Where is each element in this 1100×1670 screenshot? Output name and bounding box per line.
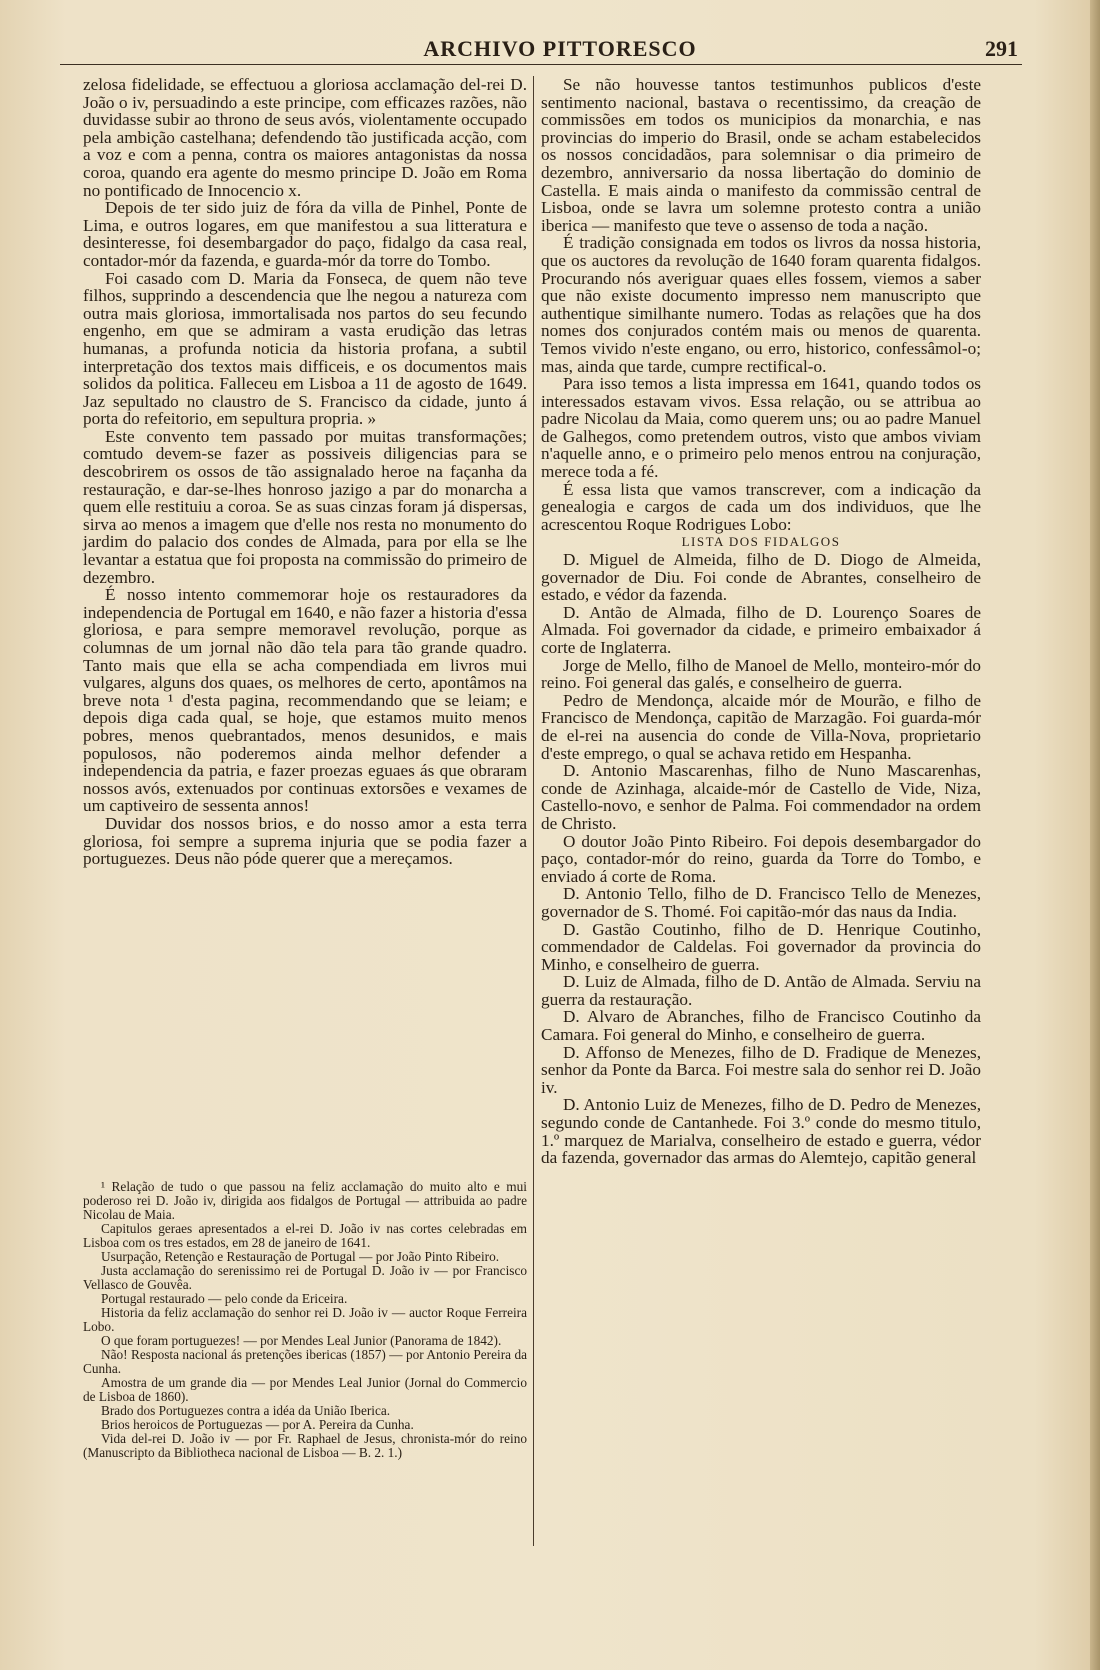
left-paragraph: Duvidar dos nossos brios, e do nosso amor a esta terra gloriosa, foi sempre a suprema injuria que se podia fazer a portuguezes. Deus não póde querer que a mereçamos. <box>83 813 527 869</box>
list-item: O doutor João Pinto Ribeiro. Foi depois desembargador do paço, contador-mór do reino, guarda da Torre do Tombo, e enviado á corte de Roma. <box>541 831 981 886</box>
footnote: Brado dos Portuguezes contra a idéa da União Iberica. <box>101 1403 391 1418</box>
footnote: Vida del-rei D. João iv — por Fr. Raphael de Jesus, chronista-mór do reino (Manuscripto da Bibliotheca nacional de Lisboa — B. 2. 1.) <box>83 1431 527 1460</box>
right-paragraph: É essa lista que vamos transcrever, com a indicação da genealogia e cargos de cada um dos individuos, que lhe acrescentou Roque Rodrigues Lobo: <box>541 479 981 534</box>
list-item: D. Alvaro de Abranches, filho de Francisco Coutinho da Camara. Foi general do Minho, e conselheiro de guerra. <box>541 1007 981 1045</box>
right-paragraph: Se não houvesse tantos testimunhos publicos d'este sentimento nacional, bastava o recentissimo, da creação de commissões em todos os municipios da monarchia, e nas provincias do imperio do Brasil, onde se acham estabelecidos os nossos concidadãos, para solemnisar o dia primeiro de dezembro, anniversario da nossa libertação do dominio de Castella. E mais ainda o manifesto da commissão central de Lisboa, onde se lavra um solemne protesto contra a união iberica — manifesto que teve o assenso de toda a nação. <box>541 75 981 235</box>
page-number: 291 <box>985 36 1018 61</box>
footnote: Brios heroicos de Portuguezas — por A. Pereira da Cunha. <box>101 1417 414 1432</box>
page-header <box>0 30 1100 66</box>
footnote: Portugal restaurado — pelo conde da Ericeira. <box>101 1291 348 1306</box>
list-item: Pedro de Mendonça, alcaide mór de Mourão, e filho de Francisco de Mendonça, capitão de Marzagão. Foi guarda-mór de el-rei na ausencia do conde de Villa-Nova, proprietario d'este emprego, o qual se achava retido em Hespanha. <box>541 690 981 763</box>
column-divider <box>533 76 534 1546</box>
footnote: Historia da feliz acclamação do senhor rei D. João iv — auctor Roque Ferreira Lobo. <box>83 1305 527 1334</box>
list-item: D. Antonio Tello, filho de D. Francisco Tello de Menezes, governador de S. Thomé. Foi capitão-mór das naus da India. <box>541 884 981 921</box>
footnote: Não! Resposta nacional ás pretenções ibericas (1857) — por Antonio Pereira da Cunha. <box>83 1347 527 1376</box>
list-item: D. Antão de Almada, filho de D. Lourenço Soares de Almada. Foi governador da cidade, e primeiro embaixador á corte de Inglaterra. <box>541 602 981 657</box>
footnotes <box>83 1180 527 1460</box>
footnote: Capitulos geraes apresentados a el-rei D. João iv nas cortes celebradas em Lisboa com os tres estados, em 28 de janeiro de 1641. <box>83 1221 527 1250</box>
list-item: D. Antonio Luiz de Menezes, filho de D. Pedro de Menezes, segundo conde de Cantanhede. Foi 3.º conde do mesmo titulo, 1.º marquez de Marialva, conselheiro de estado e guerra, védor da fazenda, governador das armas do Alemtejo, capitão general <box>541 1095 981 1168</box>
list-item: D. Miguel de Almeida, filho de D. Diogo de Almeida, governador de Diu. Foi conde de Abrantes, conselheiro de estado, e védor da fazenda. <box>541 550 981 605</box>
right-column <box>541 76 981 1167</box>
footnote: Usurpação, Retenção e Restauração de Portugal — por João Pinto Ribeiro. <box>101 1249 500 1264</box>
list-heading: LISTA DOS FIDALGOS <box>681 534 841 550</box>
right-paragraph: Para isso temos a lista impressa em 1641, quando todos os interessados estavam vivos. Essa relação, ou se attribua ao padre Nicolau da Maia, como querem uns; ou ao padre Manuel de Galhegos, como pretendem outros, visto que ambos viviam n'aquelle anno, e o primeiro pelo menos entrou na conjuração, merece toda a fé. <box>541 374 981 482</box>
left-column <box>83 76 527 868</box>
list-item: D. Luiz de Almada, filho de D. Antão de Almada. Serviu na guerra da restauração. <box>541 972 981 1009</box>
list-item: D. Gastão Coutinho, filho de D. Henrique Coutinho, commendador de Caldelas. Foi governador da provincia do Minho, e conselheiro de guerra. <box>541 919 981 974</box>
right-paragraph: É tradição consignada em todos os livros da nossa historia, que os auctores da revolução de 1640 foram quarenta fidalgos. Procurando nós averiguar quaes elles fossem, viemos a saber que não existe documento impresso nem manuscripto que authentique similhante numero. Todas as relações que ha dos nomes dos conjurados contém mais ou menos de quarenta. Temos vivido n'este engano, ou erro, historico, confessâmol-o; mas, ainda que tarde, cumpre rectifical-o. <box>541 233 981 376</box>
footnote: Justa acclamação do serenissimo rei de Portugal D. João iv — por Francisco Vellasco de Gouvêa. <box>83 1263 527 1292</box>
left-paragraph: Foi casado com D. Maria da Fonseca, de quem não teve filhos, supprindo a descendencia que lhe negou a natureza com outra mais gloriosa, immortalisada nos partos do seu fecundo engenho, em que se admiram a vasta erudição das letras humanas, a profunda noticia da historia profana, a subtil interpretação dos textos mais difficeis, e os documentos mais solidos da politica. Falleceu em Lisboa a 11 de agosto de 1649. Jaz sepultado no claustro de S. Francisco da cidade, junto á porta do refeitorio, em sepultura propria. » <box>83 268 527 429</box>
fidalgos-list <box>541 551 981 1167</box>
left-paragraph: Depois de ter sido juiz de fóra da villa de Pinhel, Ponte de Lima, e outros logares, em que manifestou a sua litteratura e desinteresse, foi desembargador do paço, fidalgo da casa real, contador-mór da fazenda, e guarda-mór da torre do Tombo. <box>83 198 527 270</box>
page-edge <box>1090 0 1100 1670</box>
left-paragraph: É nosso intento commemorar hoje os restauradores da independencia de Portugal em 1640, e não fazer a historia d'essa gloriosa, e para sempre memoravel revolução, porque as columnas de um jornal não dão tela para tão grande quadro. Tanto mais que ella se acha compendiada em livros mui vulgares, alguns dos quaes, os melhores de certo, apontâmos na breve nota ¹ d'esta pagina, recommendando que se leiam; e depois diga cada qual, se hoje, que estamos muito menos pobres, menos quebrantados, menos desunidos, e mais populosos, não poderemos ainda melhor defender a independencia da patria, e fazer proezas eguaes ás que obraram nossos avós, extenuados por continuas extorsões e vexames de um captiveiro de sessenta annos! <box>83 585 527 816</box>
journal-title: ARCHIVO PITTORESCO <box>423 36 697 61</box>
footnote: O que foram portuguezes! — por Mendes Leal Junior (Panorama de 1842). <box>101 1333 502 1348</box>
header-rule <box>60 64 1022 65</box>
list-item: Jorge de Mello, filho de Manoel de Mello, monteiro-mór do reino. Foi general das galés, e conselheiro de guerra. <box>541 655 981 693</box>
left-paragraph: Este convento tem passado por muitas transformações; comtudo devem-se fazer as possiveis diligencias para se descobrirem os ossos de tão assignalado heroe na façanha da restauração, e dar-se-lhes honroso jazigo a par do monarcha a quem elle restituiu a coroa. Se as suas cinzas foram já dispersas, sirva ao menos a imagem que d'elle nos resta no monumento do jardim do palacio dos condes de Almada, para por ella se lhe levantar a estatua que foi proposta na commissão do primeiro de dezembro. <box>83 426 527 587</box>
list-item: D. Antonio Mascarenhas, filho de Nuno Mascarenhas, conde de Azinhaga, alcaide-mór de Castello de Vide, Niza, Castello-novo, e senhor de Palma. Foi commendador na ordem de Christo. <box>541 761 981 833</box>
footnote: ¹ Relação de tudo o que passou na feliz acclamação do muito alto e mui poderoso rei D. João iv, dirigida aos fidalgos de Portugal — attribuida ao padre Nicolau de Maia. <box>83 1179 527 1222</box>
footnote: Amostra de um grande dia — por Mendes Leal Junior (Jornal do Commercio de Lisboa de 1860). <box>83 1375 527 1404</box>
list-item: D. Affonso de Menezes, filho de D. Fradique de Menezes, senhor da Ponte da Barca. Foi mestre sala do senhor rei D. João iv. <box>541 1042 981 1097</box>
left-paragraph: zelosa fidelidade, se effectuou a gloriosa acclamação del-rei D. João o iv, persuadindo a este principe, com efficazes razões, não duvidasse subir ao throno de seus avós, violentamente occupado pela ambição castelhana; defendendo tão justificada acção, com a voz e com a penna, contra os maiores antagonistas da nossa coroa, quando era agente do mesmo principe D. João em Roma no pontificado de Innocencio x. <box>83 75 527 200</box>
